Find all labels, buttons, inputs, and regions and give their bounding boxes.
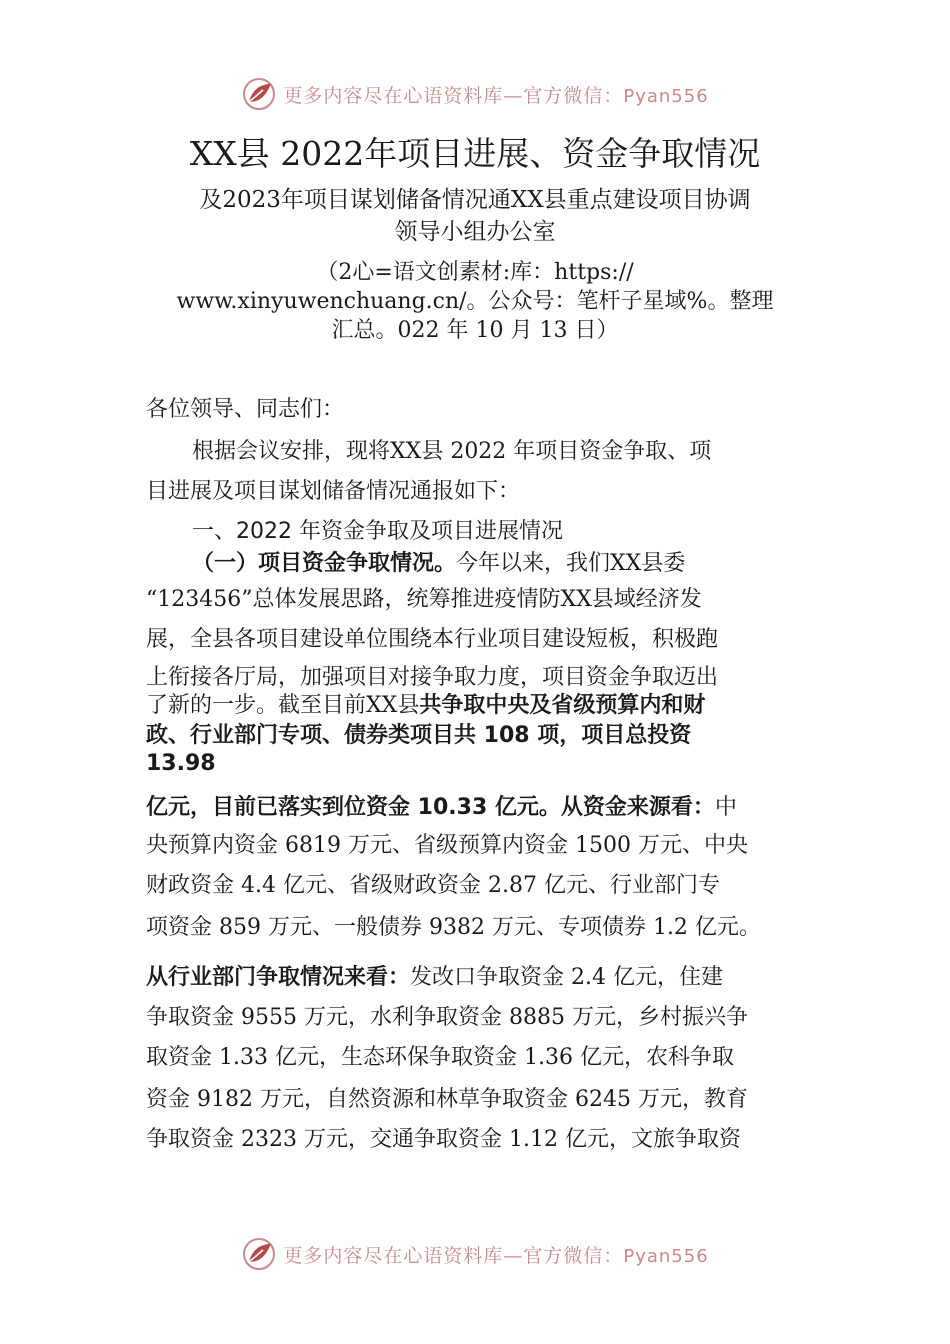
watermark-text: 更多内容尽在心语资料库—官方微信：Pyan556 [283,84,709,107]
section-heading-1: 一、2022 年资金争取及项目进展情况 [192,519,563,544]
watermark-wechat-id: Pyan556 [623,85,709,107]
leaf-logo-icon [241,76,277,112]
watermark-text: 更多内容尽在心语资料库—官方微信：Pyan556 [283,1244,709,1267]
paragraph1-line4: 上衔接各厅局，加强项目对接争取力度，项目资金争取迈出 [146,665,719,690]
paragraph3-line1: 从行业部门争取情况来看：发改口争取资金 2.4 亿元，住建 [146,965,723,990]
leaf-logo-icon [241,1236,277,1272]
source-note-line3: 汇总。022 年 10 月 13 日） [331,318,619,343]
source-note-line2: www.xinyuwenchuang.cn/。公众号：笔杆子星域%。整理 [176,289,774,314]
paragraph3-line4: 资金 9182 万元，自然资源和林草争取资金 6245 万元，教育 [146,1087,748,1112]
paragraph3-line3: 取资金 1.33 亿元，生态环保争取资金 1.36 亿元，农科争取 [146,1045,734,1070]
intro-line2: 目进展及项目谋划储备情况通报如下： [146,479,521,504]
document-title: XX县 2022年项目进展、资金争取情况 [189,134,761,173]
paragraph2-line2: 央预算内资金 6819 万元、省级预算内资金 1500 万元、中央 [146,833,748,858]
paragraph1-line2: “123456”总体发展思路，统筹推进疫情防XX县域经济发 [146,587,702,612]
paragraph2-line4: 项资金 859 万元、一般债券 9382 万元、专项债券 1.2 亿元。 [146,915,761,940]
paragraph3-line2: 争取资金 9555 万元，水利争取资金 8885 万元，乡村振兴争 [146,1005,748,1030]
document-subtitle-line2: 领导小组办公室 [394,219,556,245]
paragraph1-line6: 政、行业部门专项、债券类项目共 108 项，项目总投资 [146,723,692,748]
paragraph3-line5: 争取资金 2323 万元，交通争取资金 1.12 亿元，文旅争取资 [146,1127,741,1152]
subsection-heading-1: （一）项目资金争取情况。 [192,551,457,576]
source-note-line1: （2心=语文创素材:库：https:// [316,260,634,285]
paragraph1-line1: （一）项目资金争取情况。今年以来，我们XX县委 [192,551,686,576]
greeting: 各位领导、同志们： [146,397,345,422]
watermark-banner-top [0,72,950,116]
document-subtitle-line1: 及2023年项目谋划储备情况通XX县重点建设项目协调 [199,187,751,213]
paragraph1-line7: 13.98 [146,751,216,776]
watermark-banner-bottom [0,1232,950,1276]
paragraph1-line5: 了新的一步。截至目前XX县共争取中央及省级预算内和财 [146,693,706,718]
watermark-wechat-id: Pyan556 [623,1245,709,1267]
paragraph1-line3: 展，全县各项目建设单位围绕本行业项目建设短板，积极跑 [146,627,719,652]
paragraph2-line3: 财政资金 4.4 亿元、省级财政资金 2.87 亿元、行业部门专 [146,873,720,898]
paragraph2-line1: 亿元，目前已落实到位资金 10.33 亿元。从资金来源看：中 [146,795,737,820]
intro-line1: 根据会议安排，现将XX县 2022 年项目资金争取、项 [192,439,712,464]
